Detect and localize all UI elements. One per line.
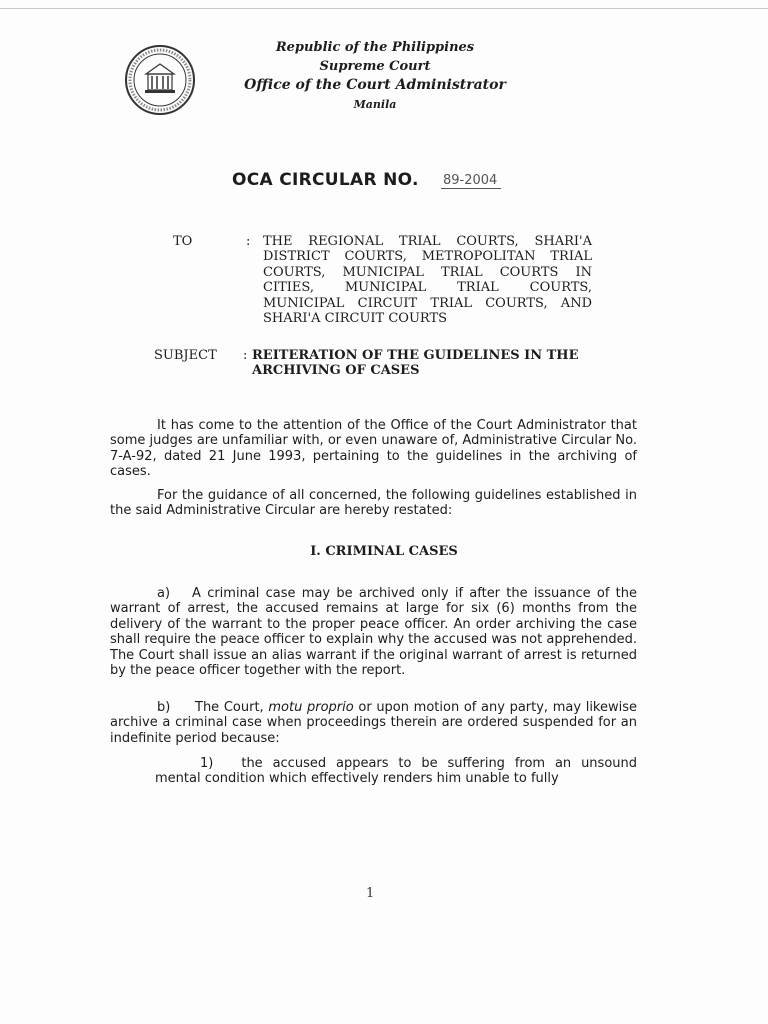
top-rule bbox=[0, 8, 768, 9]
item-b-text-post: or upon motion of any party, may likewise archive a criminal case when proceedings therein are ordered suspended for an indefinite period because: bbox=[110, 700, 638, 746]
guidance-paragraph: For the guidance of all concerned, the following guidelines established in the said Administrative Circular are hereby restated: bbox=[110, 488, 637, 519]
subject-label: SUBJECT bbox=[154, 348, 217, 363]
item-b-paragraph bbox=[110, 700, 637, 746]
letterhead-supreme-court: Supreme Court bbox=[319, 59, 431, 74]
item-a-label: a) bbox=[157, 586, 171, 601]
intro-paragraph: It has come to the attention of the Office of the Court Administrator that some judges are unfamiliar with, or even unaware of, Administrative Circular No. 7-A-92, dated 21 June 1993, pertaining to the guidelines in the archiving of cases. bbox=[110, 418, 637, 480]
to-separator: : bbox=[246, 234, 251, 249]
letterhead-city: Manila bbox=[353, 98, 397, 111]
circular-title: OCA CIRCULAR NO. bbox=[232, 170, 419, 190]
item-b1-label: 1) bbox=[200, 756, 214, 771]
court-seal-icon bbox=[124, 44, 196, 116]
circular-number: 89-2004 bbox=[441, 173, 501, 189]
to-label: TO bbox=[173, 234, 193, 249]
letterhead bbox=[230, 38, 520, 114]
letterhead-office: Office of the Court Administrator bbox=[244, 77, 506, 93]
page-number: 1 bbox=[366, 886, 375, 901]
subject-text: REITERATION OF THE GUIDELINES IN THE ARCHIVING OF CASES bbox=[252, 348, 579, 378]
item-b-label: b) bbox=[157, 700, 171, 715]
item-b1-paragraph bbox=[155, 756, 637, 787]
item-a-text: A criminal case may be archived only if after the issuance of the warrant of arrest, the accused remains at large for six (6) months from the delivery of the warrant to the proper peace officer. An order archiving the case shall require the peace officer to explain why the accused was not apprehended. The Court shall issue an alias warrant if the original warrant of arrest is returned by the peace officer together with the report. bbox=[110, 586, 637, 679]
item-b-italic: motu proprio bbox=[268, 700, 354, 715]
addressee-text: THE REGIONAL TRIAL COURTS, SHARI'A DISTRICT COURTS, METROPOLITAN TRIAL COURTS, MUNICIPAL TRIAL COURTS IN CITIES, MUNICIPAL TRIAL COURTS, MUNICIPAL CIRCUIT TRIAL COURTS, AND SHARI'A CIRCUIT COURTS bbox=[263, 234, 592, 327]
item-b-text-pre: The Court, bbox=[195, 700, 264, 715]
item-b1-text: the accused appears to be suffering from an unsound mental condition which effectively renders him unable to fully bbox=[155, 756, 637, 787]
letterhead-republic: Republic of the Philippines bbox=[275, 40, 475, 55]
subject-separator: : bbox=[243, 348, 248, 363]
section-title: I. CRIMINAL CASES bbox=[310, 544, 458, 559]
item-a-paragraph bbox=[110, 586, 637, 678]
